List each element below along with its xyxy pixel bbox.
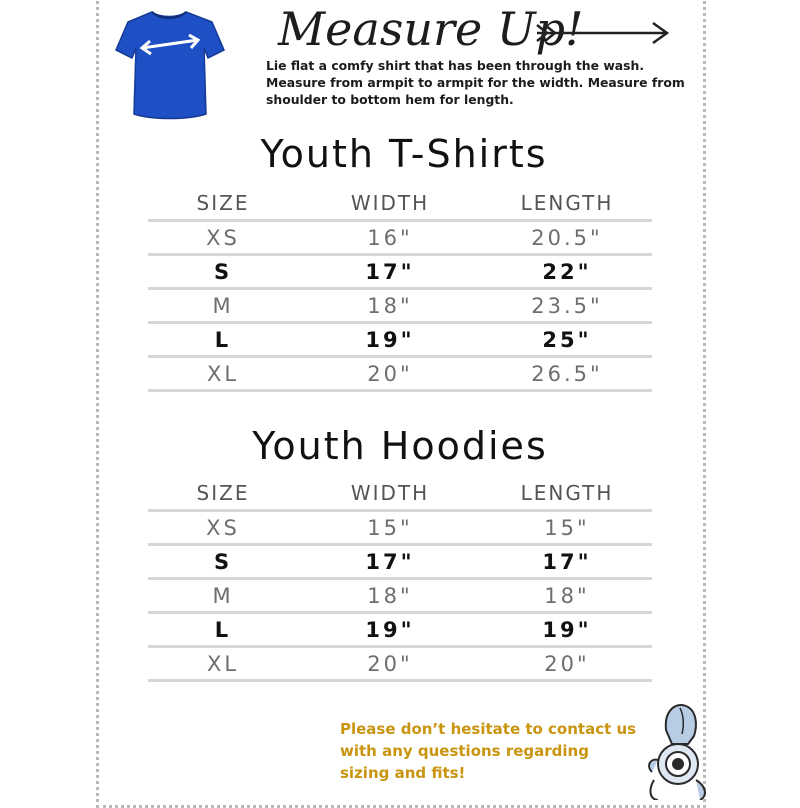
column-header-width: WIDTH [350, 481, 430, 505]
length-cell: 20.5" [531, 226, 603, 250]
size-cell: M [212, 584, 234, 608]
size-cell: L [214, 328, 232, 352]
measure-instructions: Lie flat a comfy shirt that has been through the wash. Measure from armpit to armpit for the width. Measure from shoulder to bottom hem for length. [266, 58, 685, 107]
size-cell: XL [206, 652, 240, 676]
length-cell: 22" [542, 260, 592, 284]
column-header-size: SIZE [196, 481, 250, 505]
length-cell: 26.5" [531, 362, 603, 386]
length-cell: 15" [544, 516, 590, 540]
width-cell: 15" [367, 516, 413, 540]
length-cell: 17" [542, 550, 592, 574]
width-cell: 17" [365, 550, 415, 574]
column-header-length: LENGTH [520, 191, 614, 215]
table-row [148, 545, 652, 579]
table-row [148, 221, 652, 255]
width-cell: 18" [367, 584, 413, 608]
table-row [148, 613, 652, 647]
size-cell: S [213, 260, 233, 284]
tshirt-size-table [148, 187, 652, 392]
hoodie-size-table [148, 477, 652, 682]
table-row [148, 357, 652, 391]
mascot-icon [636, 700, 716, 800]
table-row [148, 579, 652, 613]
size-cell: XS [206, 226, 240, 250]
size-cell: M [212, 294, 234, 318]
page-title: Measure Up! [278, 2, 584, 56]
column-header-length: LENGTH [520, 481, 614, 505]
length-cell: 23.5" [531, 294, 603, 318]
length-cell: 18" [544, 584, 590, 608]
table-row [148, 511, 652, 545]
contact-note: Please don’t hesitate to contact us with any questions regarding sizing and fits! [340, 720, 637, 782]
table-row [148, 323, 652, 357]
width-cell: 19" [365, 328, 415, 352]
tshirt-icon [112, 6, 227, 121]
width-cell: 20" [367, 362, 413, 386]
size-cell: XS [206, 516, 240, 540]
table-row [148, 289, 652, 323]
table-header-row [148, 477, 652, 511]
length-cell: 25" [542, 328, 592, 352]
width-cell: 20" [367, 652, 413, 676]
length-cell: 19" [542, 618, 592, 642]
size-cell: S [213, 550, 233, 574]
column-header-size: SIZE [196, 191, 250, 215]
table-row [148, 255, 652, 289]
length-cell: 20" [544, 652, 590, 676]
arrow-icon [533, 20, 673, 46]
width-cell: 18" [367, 294, 413, 318]
table-header-row [148, 187, 652, 221]
table-row [148, 647, 652, 681]
size-cell: XL [206, 362, 240, 386]
width-cell: 19" [365, 618, 415, 642]
size-cell: L [214, 618, 232, 642]
hoodie-section-title: Youth Hoodies [252, 424, 548, 468]
tshirt-section-title: Youth T-Shirts [260, 132, 548, 176]
page-border [96, 0, 706, 808]
column-header-width: WIDTH [350, 191, 430, 215]
width-cell: 17" [365, 260, 415, 284]
width-cell: 16" [367, 226, 413, 250]
